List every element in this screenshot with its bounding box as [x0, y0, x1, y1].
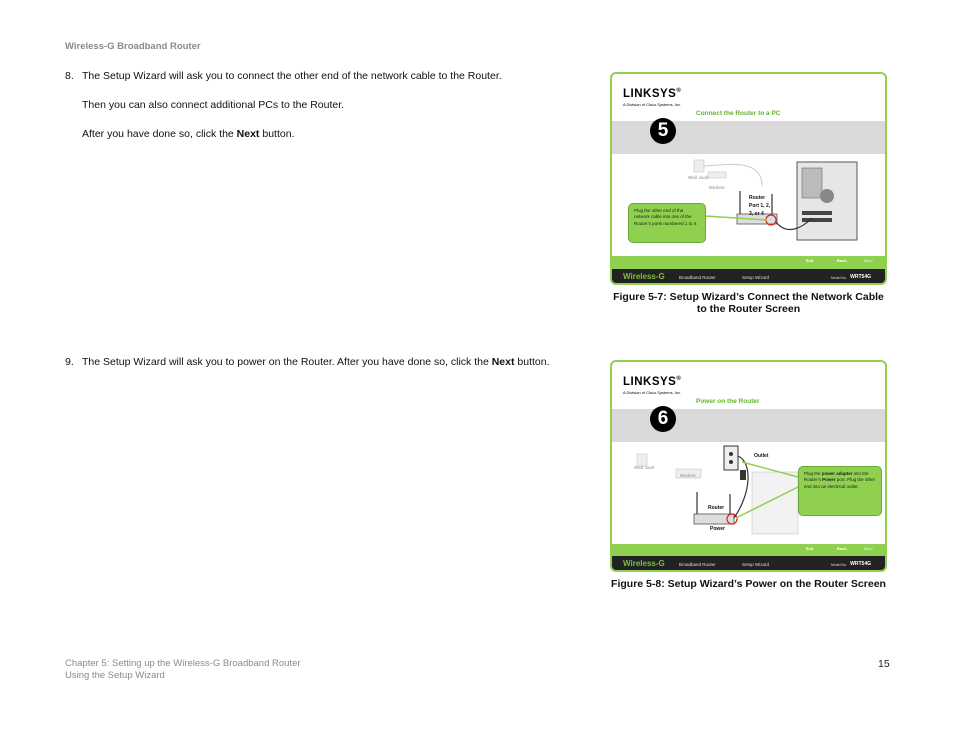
step-9-text: [82, 356, 550, 368]
callout-power-adapter: power adapter: [821, 471, 853, 476]
figure-5-7-caption: [600, 291, 897, 315]
callout-power: Power: [822, 477, 836, 483]
step-8-next-word: Next: [236, 128, 260, 140]
figure-5-8-screenshot: [610, 360, 887, 572]
linksys-logo: LINKSYS®: [623, 376, 682, 388]
footer-wizard: Setup Wizard: [742, 562, 770, 567]
power-label: Power: [710, 526, 726, 532]
page-number: 15: [878, 658, 890, 670]
figure-5-7-screenshot: [610, 72, 887, 285]
exit-button: Exit: [806, 258, 814, 263]
callout-text-2: into the Router’s: [804, 471, 869, 483]
wizard-screen-title: Connect the Router to a PC: [696, 110, 781, 117]
step-9-text-pre: The Setup Wizard will ask you to power on the Router. After you have done so, click the: [82, 356, 492, 368]
wizard-screen-title: Power on the Router: [696, 398, 760, 405]
footer-model-label: Model No.: [831, 563, 847, 567]
linksys-logo-text: LINKSYS: [623, 376, 677, 388]
instruction-callout: Plug the other end of the network cable into one of the Router’s ports numbered 1 to 4.: [628, 203, 706, 243]
next-button: Next: [864, 258, 873, 263]
modem-label: Modem: [680, 473, 696, 478]
callout-text-1: Plug the: [804, 471, 822, 476]
wireless-g-logo: Wireless-G: [623, 272, 665, 281]
footer-chapter: Chapter 5: Setting up the Wireless-G Broadband Router: [65, 658, 301, 669]
step-9-number: 9.: [65, 356, 74, 368]
step-8-line-3-pre: After you have done so, click the: [82, 128, 237, 140]
step-9-next-word: Next: [491, 356, 515, 368]
footer-model-label: Model No.: [831, 276, 847, 280]
callout-text-3: port. Plug the other end into an electrical outlet.: [804, 477, 876, 489]
outlet-label: Outlet: [754, 453, 769, 459]
router-label: Router: [749, 195, 766, 201]
wall-jack-label: Wall Jack: [634, 465, 655, 470]
back-button: Back: [837, 258, 847, 263]
step-number-badge: 6: [650, 406, 676, 432]
step-8-line-2: Then you can also connect additional PCs to the Router.: [82, 99, 345, 111]
wall-jack-label: Wall Jack: [688, 175, 709, 180]
exit-button: Exit: [806, 546, 814, 551]
step-8-line-3: [82, 128, 294, 140]
step-8-line-3-post: button.: [259, 128, 295, 140]
running-header: Wireless-G Broadband Router: [65, 41, 201, 52]
figure-5-7-caption-line-2: to the Router Screen: [696, 303, 801, 315]
step-9-text-post: button.: [514, 356, 550, 368]
figure-5-8-caption: Figure 5-8: Setup Wizard’s Power on the Router Screen: [611, 578, 886, 590]
footer-section: Using the Setup Wizard: [65, 670, 165, 681]
linksys-tagline: A Division of Cisco Systems, Inc.: [623, 390, 682, 395]
modem-label: Modem: [709, 185, 725, 190]
next-button: Next: [864, 546, 873, 551]
outlet-icon: [724, 446, 738, 470]
footer-model: WRT54G: [850, 274, 871, 280]
footer-wizard: Setup Wizard: [742, 275, 770, 280]
step-8-number: 8.: [65, 70, 74, 82]
router-ports-label: Port 1, 2,: [749, 203, 771, 209]
wireless-g-logo: Wireless-G: [623, 559, 665, 568]
linksys-logo: LINKSYS®: [623, 88, 682, 100]
router-ports-label-2: 3, or 4: [749, 211, 764, 217]
power-adapter-icon: [740, 470, 746, 480]
linksys-tagline: A Division of Cisco Systems, Inc.: [623, 102, 682, 107]
modem-icon: [708, 172, 726, 178]
pc-tower-icon: [752, 472, 798, 534]
linksys-logo-text: LINKSYS: [623, 88, 677, 100]
footer-product: Broadband Router: [679, 562, 716, 567]
router-label: Router: [708, 505, 725, 511]
instruction-callout: [798, 466, 882, 516]
footer-model: WRT54G: [850, 561, 871, 567]
back-button: Back: [837, 546, 847, 551]
wall-jack-icon: [694, 160, 704, 172]
footer-product: Broadband Router: [679, 275, 716, 280]
figure-5-7-caption-line-1: Figure 5-7: Setup Wizard’s Connect the Network Cable: [613, 291, 884, 303]
step-number-badge: 5: [650, 118, 676, 144]
step-8-line-1: The Setup Wizard will ask you to connect the other end of the network cable to the Router.: [82, 70, 502, 82]
